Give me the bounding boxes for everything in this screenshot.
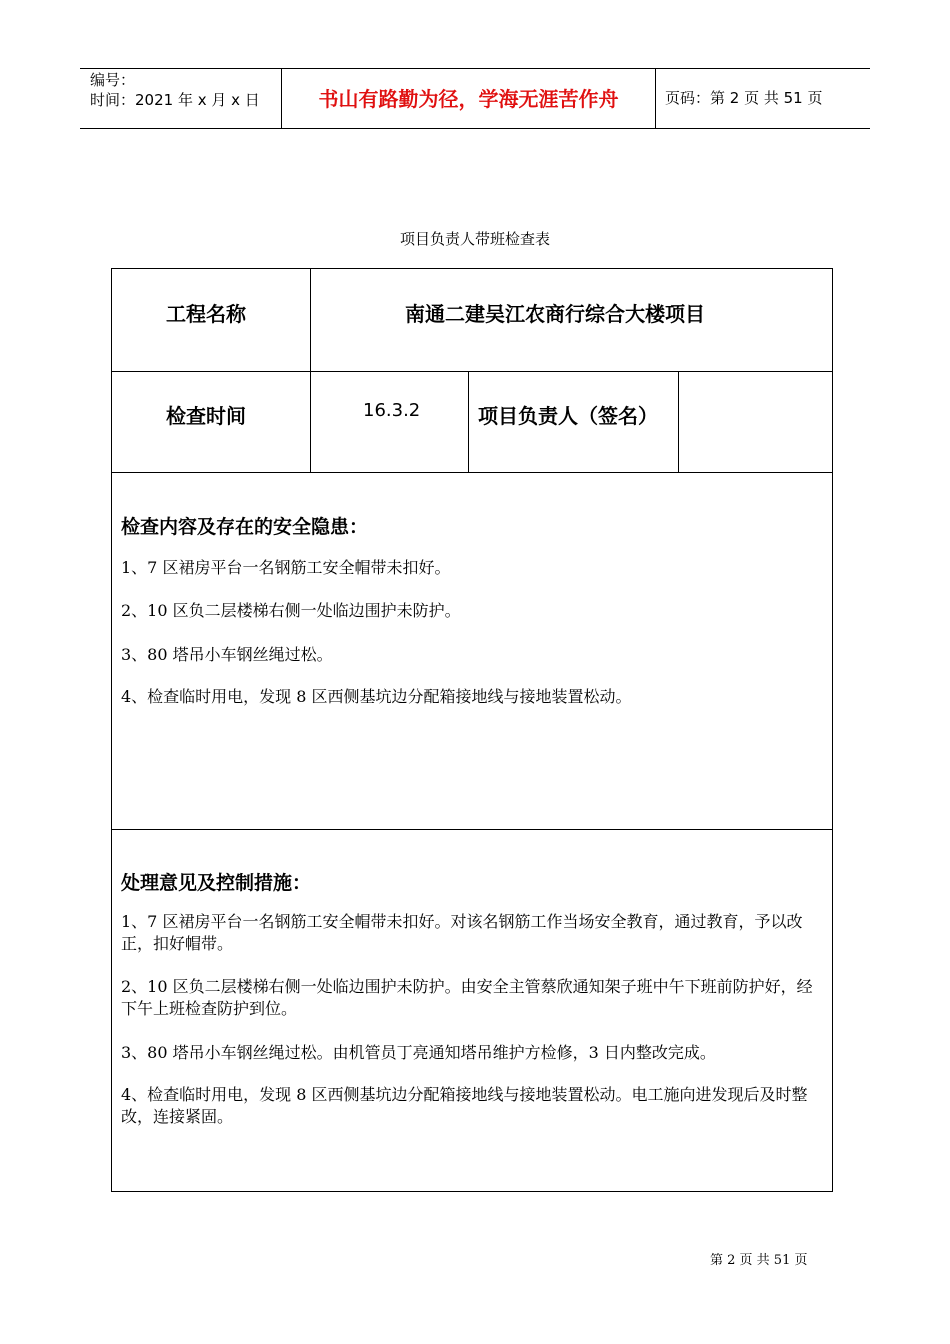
header-bottom-rule (80, 128, 870, 129)
header-number-label: 编号： (90, 71, 136, 89)
footer-page-number: 第 2 页 共 51 页 (710, 1253, 808, 1268)
header-top-rule (80, 68, 870, 69)
project-name-label: 工程名称 (166, 302, 246, 326)
inspection-item: 3、80 塔吊小车钢丝绳过松。 (121, 645, 333, 664)
measures-heading: 处理意见及控制措施： (121, 872, 312, 894)
inspection-item: 4、检查临时用电，发现 8 区西侧基坑边分配箱接地线与接地装置松动。 (121, 687, 632, 706)
inspection-item: 2、10 区负二层楼梯右侧一处临边围护未防护。 (121, 601, 461, 620)
header-meta (90, 70, 260, 110)
inspection-item: 1、7 区裙房平台一名钢筋工安全帽带未扣好。 (121, 558, 451, 577)
check-time-value-cell (310, 371, 469, 473)
measures-item: 1、7 区裙房平台一名钢筋工安全帽带未扣好。对该名钢筋工作当场安全教育，通过教育，予以改正，扣好帽带。 (121, 912, 803, 953)
responsible-label: 项目负责人（签名） (478, 404, 658, 428)
measures-item: 2、10 区负二层楼梯右侧一处临边围护未防护。由安全主管蔡欣通知架子班中午下班前防护好，经下午上班检查防护到位。 (121, 977, 813, 1018)
header-page-label: 页码：第 2 页 共 51 页 (665, 89, 823, 107)
inspection-heading: 检查内容及存在的安全隐患： (121, 516, 369, 538)
document-title: 项目负责人带班检查表 (399, 230, 550, 248)
check-time-value: 16.3.2 (363, 400, 421, 421)
measures-item: 3、80 塔吊小车钢丝绳过松。由机管员丁亮通知塔吊维护方检修，3 日内整改完成。 (121, 1043, 716, 1062)
signature-cell (678, 371, 833, 473)
check-time-label: 检查时间 (166, 404, 246, 428)
header-motto: 书山有路勤为径，学海无涯苦作舟 (318, 87, 619, 111)
header-divider-right (655, 68, 656, 129)
measures-item: 4、检查临时用电，发现 8 区西侧基坑边分配箱接地线与接地装置松动。电工施向进发现后及时整改，连接紧固。 (121, 1085, 808, 1126)
project-name-value: 南通二建吴江农商行综合大楼项目 (405, 302, 705, 326)
header-time-label: 时间：2021 年 x 月 x 日 (90, 91, 260, 109)
